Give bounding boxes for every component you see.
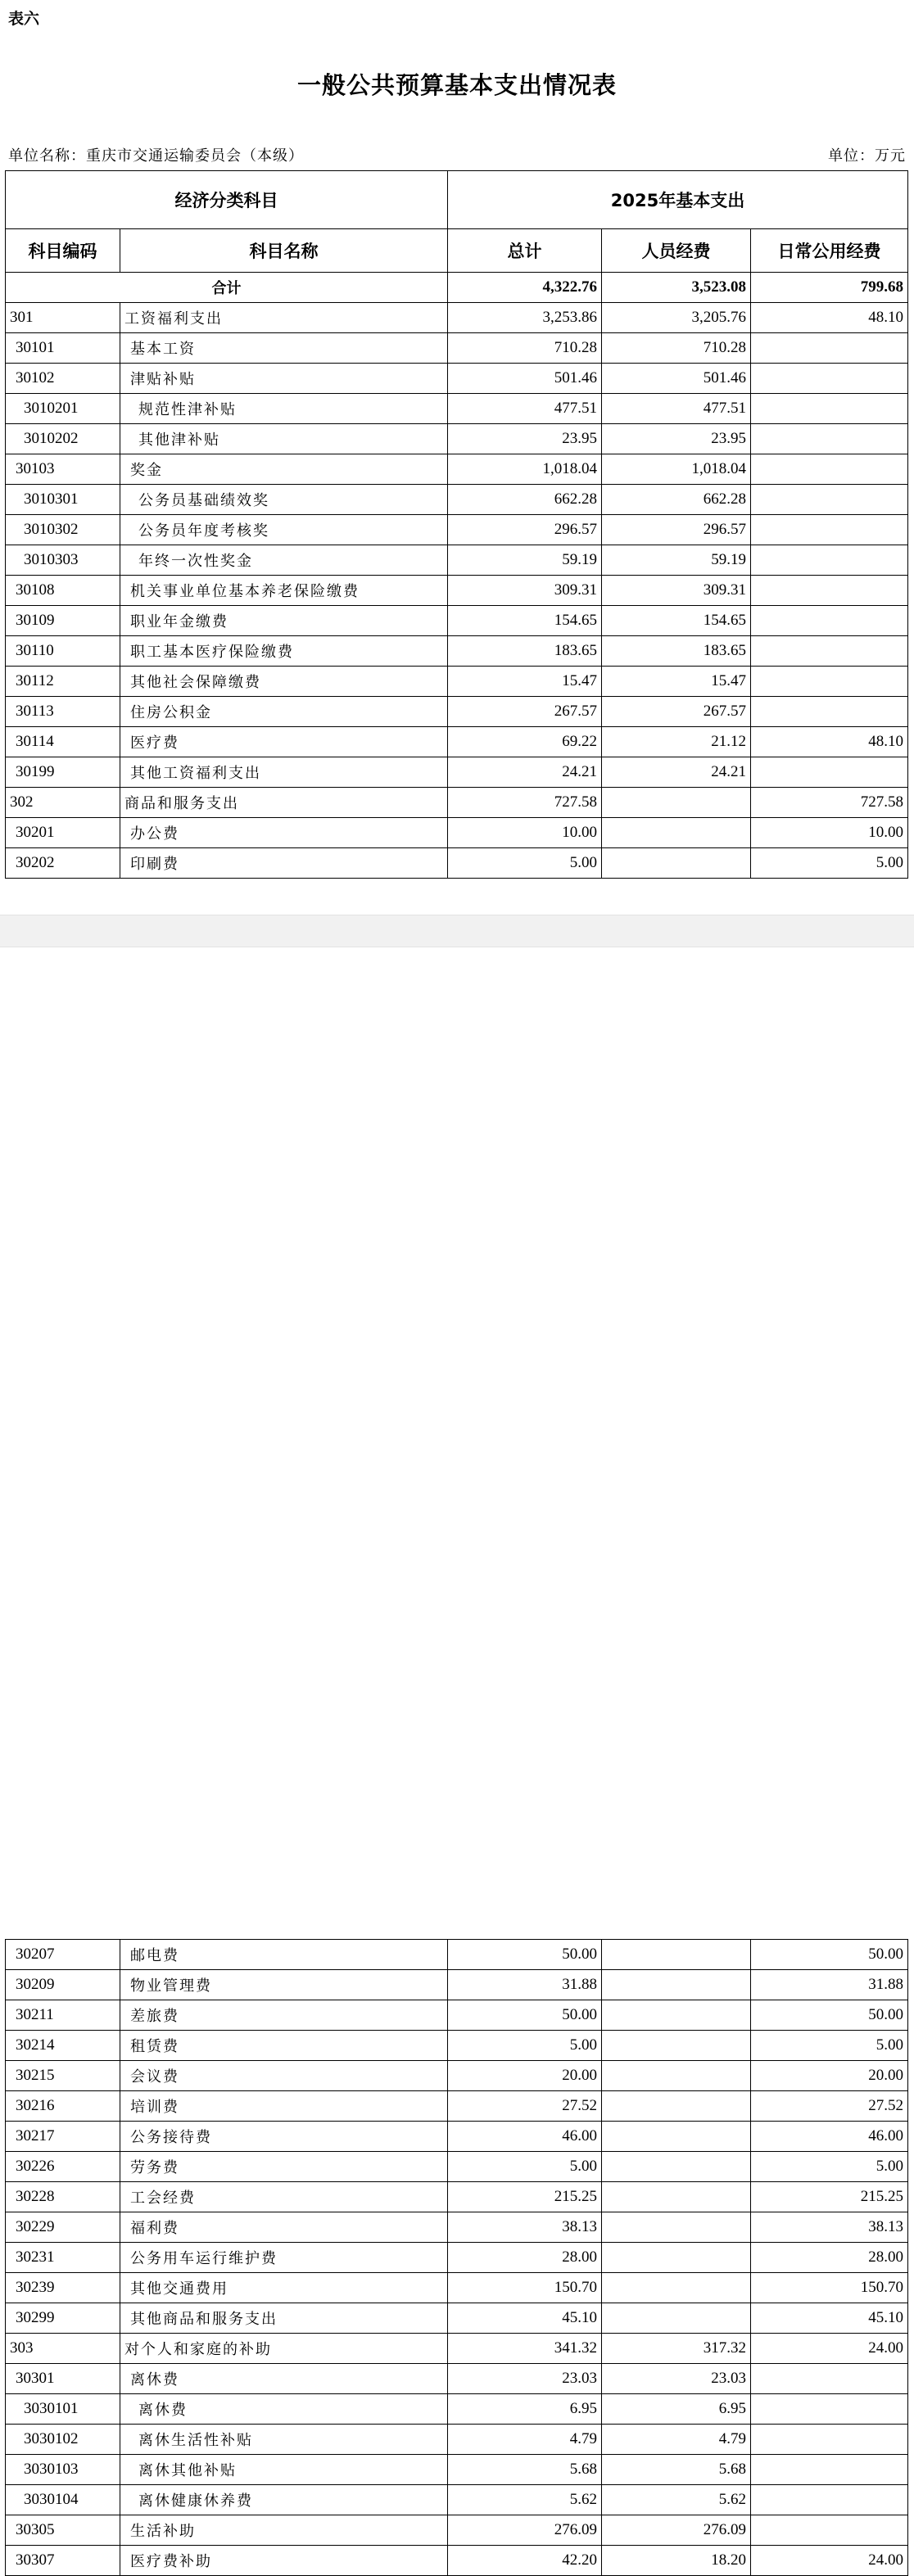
row-public (751, 667, 908, 697)
table-row (6, 2303, 908, 2334)
row-code: 3010202 (6, 424, 120, 454)
row-name: 机关事业单位基本养老保险缴费 (120, 576, 448, 606)
row-total: 38.13 (448, 2212, 602, 2243)
row-public (751, 2455, 908, 2485)
row-code: 30301 (6, 2364, 120, 2394)
row-total: 31.88 (448, 1970, 602, 2000)
page-title: 一般公共预算基本支出情况表 (296, 71, 617, 99)
row-public: 27.52 (751, 2091, 908, 2122)
row-personnel: 154.65 (602, 606, 751, 636)
row-total: 150.70 (448, 2273, 602, 2303)
row-code: 30305 (6, 2515, 120, 2546)
expense-table-page-1 (5, 170, 908, 879)
header-personnel: 人员经费 (602, 229, 751, 273)
row-public (751, 606, 908, 636)
row-total: 50.00 (448, 1940, 602, 1970)
table-row (6, 2546, 908, 2576)
row-code: 30207 (6, 1940, 120, 1970)
row-name: 差旅费 (120, 2000, 448, 2031)
row-total: 45.10 (448, 2303, 602, 2334)
row-name: 住房公积金 (120, 697, 448, 727)
table-row (6, 2334, 908, 2364)
row-total: 23.03 (448, 2364, 602, 2394)
row-code: 30231 (6, 2243, 120, 2273)
row-personnel: 710.28 (602, 333, 751, 364)
table-row (6, 788, 908, 818)
row-personnel: 6.95 (602, 2394, 751, 2425)
row-total: 1,018.04 (448, 454, 602, 485)
row-name: 商品和服务支出 (120, 788, 448, 818)
table-row (6, 2031, 908, 2061)
total-label: 合计 (6, 273, 448, 303)
row-personnel: 23.03 (602, 2364, 751, 2394)
row-public (751, 485, 908, 515)
table-row (6, 364, 908, 394)
row-name: 其他社会保障缴费 (120, 667, 448, 697)
row-personnel (602, 848, 751, 879)
row-name: 工资福利支出 (120, 303, 448, 333)
row-code: 30307 (6, 2546, 120, 2576)
table-row (6, 2182, 908, 2212)
row-total: 276.09 (448, 2515, 602, 2546)
row-code: 3010201 (6, 394, 120, 424)
row-personnel: 23.95 (602, 424, 751, 454)
row-name: 职业年金缴费 (120, 606, 448, 636)
table-row (6, 2425, 908, 2455)
row-name: 医疗费 (120, 727, 448, 757)
row-code: 30101 (6, 333, 120, 364)
row-total: 10.00 (448, 818, 602, 848)
table-row (6, 2394, 908, 2425)
row-total: 183.65 (448, 636, 602, 667)
row-public: 24.00 (751, 2546, 908, 2576)
row-public (751, 545, 908, 576)
row-name: 物业管理费 (120, 1970, 448, 2000)
table-row (6, 333, 908, 364)
row-public: 28.00 (751, 2243, 908, 2273)
row-code: 30110 (6, 636, 120, 667)
row-code: 30114 (6, 727, 120, 757)
row-name: 离休健康休养费 (120, 2485, 448, 2515)
row-public: 45.10 (751, 2303, 908, 2334)
table-row (6, 515, 908, 545)
row-public (751, 2515, 908, 2546)
table-row (6, 1970, 908, 2000)
row-code: 3010302 (6, 515, 120, 545)
row-personnel (602, 818, 751, 848)
row-total: 5.68 (448, 2455, 602, 2485)
header-name: 科目名称 (120, 229, 448, 273)
row-personnel (602, 788, 751, 818)
table-row (6, 1940, 908, 1970)
row-total: 727.58 (448, 788, 602, 818)
row-total: 296.57 (448, 515, 602, 545)
row-public: 5.00 (751, 848, 908, 879)
row-code: 30112 (6, 667, 120, 697)
row-personnel (602, 1970, 751, 2000)
row-personnel: 317.32 (602, 2334, 751, 2364)
table-row (6, 2455, 908, 2485)
row-public: 5.00 (751, 2031, 908, 2061)
row-code: 3030102 (6, 2425, 120, 2455)
header-code: 科目编码 (6, 229, 120, 273)
row-personnel (602, 2243, 751, 2273)
row-name: 其他交通费用 (120, 2273, 448, 2303)
row-total: 15.47 (448, 667, 602, 697)
row-personnel (602, 2303, 751, 2334)
row-public: 50.00 (751, 1940, 908, 1970)
row-public: 31.88 (751, 1970, 908, 2000)
total-row (6, 273, 908, 303)
table-label: 表六 (8, 10, 40, 28)
row-total: 5.62 (448, 2485, 602, 2515)
unit-name: 单位名称：重庆市交通运输委员会（本级） (8, 147, 304, 165)
row-total: 27.52 (448, 2091, 602, 2122)
table-row (6, 394, 908, 424)
row-public: 48.10 (751, 303, 908, 333)
row-public: 150.70 (751, 2273, 908, 2303)
table-row (6, 2122, 908, 2152)
row-personnel (602, 1940, 751, 1970)
row-name: 工会经费 (120, 2182, 448, 2212)
row-name: 基本工资 (120, 333, 448, 364)
row-personnel (602, 2031, 751, 2061)
row-total: 20.00 (448, 2061, 602, 2091)
table-row (6, 848, 908, 879)
table-row (6, 2091, 908, 2122)
row-personnel: 1,018.04 (602, 454, 751, 485)
table-row (6, 667, 908, 697)
row-name: 邮电费 (120, 1940, 448, 1970)
row-code: 30215 (6, 2061, 120, 2091)
table-row (6, 2243, 908, 2273)
row-name: 奖金 (120, 454, 448, 485)
row-code: 30299 (6, 2303, 120, 2334)
row-code: 303 (6, 2334, 120, 2364)
row-code: 3030104 (6, 2485, 120, 2515)
row-code: 30217 (6, 2122, 120, 2152)
total-total: 4,322.76 (448, 273, 602, 303)
row-name: 公务用车运行维护费 (120, 2243, 448, 2273)
row-public (751, 333, 908, 364)
row-total: 24.21 (448, 757, 602, 788)
row-name: 劳务费 (120, 2152, 448, 2182)
row-name: 印刷费 (120, 848, 448, 879)
row-total: 3,253.86 (448, 303, 602, 333)
row-code: 30239 (6, 2273, 120, 2303)
row-code: 30202 (6, 848, 120, 879)
table-row (6, 606, 908, 636)
row-personnel: 15.47 (602, 667, 751, 697)
row-personnel: 5.68 (602, 2455, 751, 2485)
row-public (751, 2394, 908, 2425)
row-total: 309.31 (448, 576, 602, 606)
row-public: 727.58 (751, 788, 908, 818)
row-code: 30216 (6, 2091, 120, 2122)
row-public (751, 364, 908, 394)
row-name: 规范性津补贴 (120, 394, 448, 424)
row-personnel: 21.12 (602, 727, 751, 757)
row-personnel: 5.62 (602, 2485, 751, 2515)
row-code: 302 (6, 788, 120, 818)
header-year-expense: 2025年基本支出 (448, 171, 908, 229)
row-personnel: 59.19 (602, 545, 751, 576)
row-code: 30102 (6, 364, 120, 394)
row-name: 离休费 (120, 2364, 448, 2394)
row-code: 3010303 (6, 545, 120, 576)
row-name: 离休生活性补贴 (120, 2425, 448, 2455)
row-personnel: 309.31 (602, 576, 751, 606)
row-public (751, 2425, 908, 2455)
row-public (751, 394, 908, 424)
row-public: 24.00 (751, 2334, 908, 2364)
row-name: 离休费 (120, 2394, 448, 2425)
row-name: 办公费 (120, 818, 448, 848)
row-personnel: 662.28 (602, 485, 751, 515)
total-personnel: 3,523.08 (602, 273, 751, 303)
row-name: 租赁费 (120, 2031, 448, 2061)
row-code: 30199 (6, 757, 120, 788)
row-name: 公务员基础绩效奖 (120, 485, 448, 515)
row-name: 公务接待费 (120, 2122, 448, 2152)
table-row (6, 576, 908, 606)
row-code: 30229 (6, 2212, 120, 2243)
table-row (6, 2212, 908, 2243)
row-code: 30211 (6, 2000, 120, 2031)
document-page-1 (0, 0, 914, 915)
row-total: 59.19 (448, 545, 602, 576)
table-row (6, 697, 908, 727)
row-public (751, 515, 908, 545)
row-total: 42.20 (448, 2546, 602, 2576)
table-row (6, 485, 908, 515)
row-total: 341.32 (448, 2334, 602, 2364)
table-row (6, 757, 908, 788)
row-personnel: 24.21 (602, 757, 751, 788)
row-code: 30113 (6, 697, 120, 727)
row-total: 69.22 (448, 727, 602, 757)
row-personnel (602, 2091, 751, 2122)
row-public (751, 2364, 908, 2394)
table-row (6, 454, 908, 485)
row-personnel: 267.57 (602, 697, 751, 727)
row-total: 5.00 (448, 2031, 602, 2061)
table-row (6, 2152, 908, 2182)
table-row (6, 2000, 908, 2031)
row-personnel: 4.79 (602, 2425, 751, 2455)
row-name: 公务员年度考核奖 (120, 515, 448, 545)
row-personnel: 183.65 (602, 636, 751, 667)
row-personnel (602, 2061, 751, 2091)
row-public: 10.00 (751, 818, 908, 848)
row-personnel (602, 2122, 751, 2152)
table-row (6, 2485, 908, 2515)
row-total: 662.28 (448, 485, 602, 515)
row-personnel: 3,205.76 (602, 303, 751, 333)
row-total: 5.00 (448, 2152, 602, 2182)
row-name: 津贴补贴 (120, 364, 448, 394)
row-total: 267.57 (448, 697, 602, 727)
table-row (6, 303, 908, 333)
table-row (6, 2273, 908, 2303)
row-code: 30103 (6, 454, 120, 485)
row-total: 477.51 (448, 394, 602, 424)
row-name: 对个人和家庭的补助 (120, 2334, 448, 2364)
table-row (6, 727, 908, 757)
row-public (751, 757, 908, 788)
row-code: 301 (6, 303, 120, 333)
row-name: 生活补助 (120, 2515, 448, 2546)
table-row (6, 2364, 908, 2394)
row-total: 28.00 (448, 2243, 602, 2273)
expense-table-page-2 (5, 1939, 908, 2576)
row-public: 50.00 (751, 2000, 908, 2031)
table-row (6, 2061, 908, 2091)
row-code: 3030103 (6, 2455, 120, 2485)
row-personnel: 501.46 (602, 364, 751, 394)
row-name: 培训费 (120, 2091, 448, 2122)
document-page-2 (0, 947, 914, 2570)
row-personnel: 276.09 (602, 2515, 751, 2546)
row-public: 46.00 (751, 2122, 908, 2152)
row-personnel: 477.51 (602, 394, 751, 424)
row-public: 215.25 (751, 2182, 908, 2212)
row-name: 其他商品和服务支出 (120, 2303, 448, 2334)
row-personnel (602, 2152, 751, 2182)
table-row (6, 636, 908, 667)
row-name: 离休其他补贴 (120, 2455, 448, 2485)
row-personnel: 18.20 (602, 2546, 751, 2576)
row-code: 30201 (6, 818, 120, 848)
row-name: 会议费 (120, 2061, 448, 2091)
row-code: 3010301 (6, 485, 120, 515)
row-code: 30109 (6, 606, 120, 636)
row-name: 医疗费补助 (120, 2546, 448, 2576)
table-row (6, 2515, 908, 2546)
row-total: 23.95 (448, 424, 602, 454)
row-total: 154.65 (448, 606, 602, 636)
row-total: 50.00 (448, 2000, 602, 2031)
row-name: 职工基本医疗保险缴费 (120, 636, 448, 667)
row-code: 30209 (6, 1970, 120, 2000)
header-econ-class: 经济分类科目 (6, 171, 448, 229)
row-code: 30108 (6, 576, 120, 606)
header-total: 总计 (448, 229, 602, 273)
row-total: 5.00 (448, 848, 602, 879)
row-code: 30214 (6, 2031, 120, 2061)
row-name: 其他工资福利支出 (120, 757, 448, 788)
table-row (6, 424, 908, 454)
row-name: 年终一次性奖金 (120, 545, 448, 576)
row-personnel (602, 2182, 751, 2212)
row-total: 710.28 (448, 333, 602, 364)
row-public: 5.00 (751, 2152, 908, 2182)
row-personnel (602, 2212, 751, 2243)
row-name: 福利费 (120, 2212, 448, 2243)
table-row (6, 545, 908, 576)
row-public (751, 424, 908, 454)
row-total: 46.00 (448, 2122, 602, 2152)
currency-unit: 单位：万元 (828, 147, 906, 165)
row-personnel (602, 2000, 751, 2031)
row-personnel: 296.57 (602, 515, 751, 545)
row-total: 6.95 (448, 2394, 602, 2425)
row-code: 30226 (6, 2152, 120, 2182)
row-public: 38.13 (751, 2212, 908, 2243)
row-public: 20.00 (751, 2061, 908, 2091)
row-public: 48.10 (751, 727, 908, 757)
row-name: 其他津补贴 (120, 424, 448, 454)
row-public (751, 697, 908, 727)
header-public: 日常公用经费 (751, 229, 908, 273)
row-public (751, 636, 908, 667)
row-total: 501.46 (448, 364, 602, 394)
row-public (751, 2485, 908, 2515)
row-personnel (602, 2273, 751, 2303)
page-separator (0, 915, 914, 947)
row-code: 3030101 (6, 2394, 120, 2425)
row-public (751, 576, 908, 606)
table-row (6, 818, 908, 848)
row-total: 215.25 (448, 2182, 602, 2212)
row-total: 4.79 (448, 2425, 602, 2455)
row-code: 30228 (6, 2182, 120, 2212)
total-public: 799.68 (751, 273, 908, 303)
row-public (751, 454, 908, 485)
